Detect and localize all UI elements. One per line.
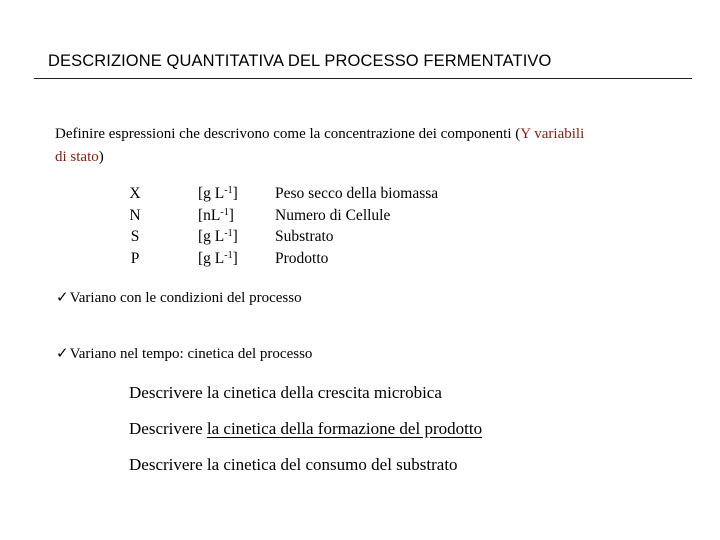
title-underline — [34, 78, 692, 79]
intro-line-2 — [55, 146, 720, 169]
variable-description: Numero di Cellule — [275, 206, 391, 224]
variable-symbol: S — [130, 228, 140, 246]
check-item-conditions — [56, 288, 302, 307]
unit-base: [g L — [198, 228, 225, 246]
slide-title: DESCRIZIONE QUANTITATIVA DEL PROCESSO FERMENTATIVO — [48, 52, 552, 70]
unit-base: [g L — [198, 185, 225, 202]
unit-close: ] — [232, 185, 238, 202]
check-text: Variano nel tempo: cinetica del processo — [69, 346, 313, 362]
check-item-kinetics — [56, 344, 312, 363]
variable-description: Peso secco della biomassa — [275, 185, 439, 202]
intro-suffix: ) — [98, 149, 104, 165]
description-product — [129, 419, 482, 439]
description-underlined-link[interactable]: la cinetica della formazione del prodotto — [206, 419, 483, 438]
variable-symbol: X — [129, 185, 141, 202]
description-text: Descrivere — [129, 419, 207, 438]
check-text: Variano con le condizioni del processo — [69, 290, 302, 306]
variable-unit — [198, 250, 238, 268]
checkmark-icon: ✓ — [56, 344, 69, 362]
unit-base: [nL — [198, 206, 221, 224]
intro-prefix: Definire espressioni che descrivono come la concentrazione dei componenti ( — [55, 126, 521, 142]
unit-close: ] — [228, 206, 234, 224]
description-growth — [129, 383, 442, 403]
unit-exponent: -1 — [220, 206, 229, 218]
intro-highlight-state: di stato — [55, 149, 99, 165]
unit-close: ] — [232, 250, 238, 268]
intro-highlight-y: Y variabili — [520, 126, 585, 142]
unit-exponent: -1 — [224, 185, 233, 196]
unit-exponent: -1 — [224, 228, 233, 240]
variable-unit — [198, 207, 234, 225]
variable-symbol: P — [130, 250, 140, 268]
intro-paragraph — [55, 123, 720, 169]
unit-base: [g L — [198, 250, 225, 268]
intro-line-1 — [55, 123, 720, 146]
variable-symbol: N — [129, 206, 141, 224]
variable-description: Substrato — [275, 228, 334, 246]
variable-unit — [198, 185, 238, 203]
variable-description: Prodotto — [275, 250, 329, 268]
description-substrate — [129, 455, 458, 475]
description-text: Descrivere la cinetica del consumo del substrato — [129, 455, 458, 474]
variable-unit — [198, 228, 238, 246]
unit-exponent: -1 — [224, 250, 233, 262]
checkmark-icon: ✓ — [56, 288, 69, 306]
description-text: Descrivere la cinetica della crescita microbica — [129, 383, 442, 402]
unit-close: ] — [232, 228, 238, 246]
